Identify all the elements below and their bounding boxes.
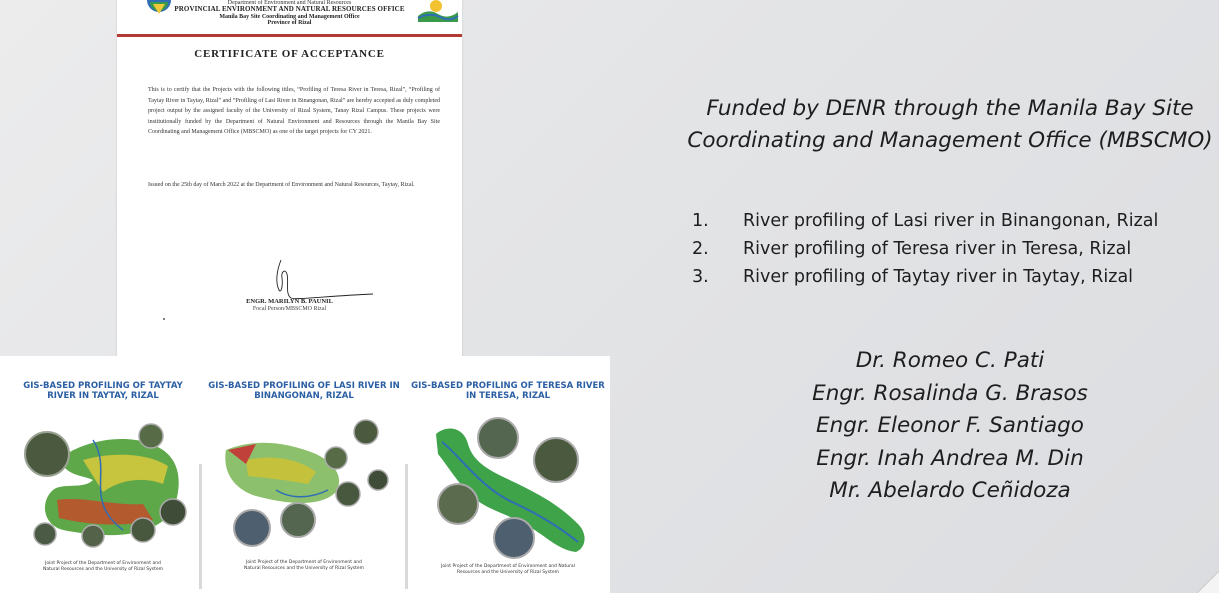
cover-separator <box>199 464 202 589</box>
list-number: 2. <box>692 239 709 259</box>
report-covers-strip <box>0 356 610 593</box>
researcher-name: Engr. Inah Andrea M. Din <box>816 445 1084 471</box>
certificate-document <box>117 0 462 372</box>
researcher-name: Mr. Abelardo Ceñidoza <box>829 478 1071 503</box>
list-item <box>692 207 1158 235</box>
researchers-list <box>720 345 1180 508</box>
project-list <box>692 207 1158 291</box>
cover-map-illustration <box>216 420 396 545</box>
funding-statement: Funded by DENR through the Manila Bay Site Coordinating and Management Office (MBSCMO) <box>687 96 1213 153</box>
signatory-position: Focal Person/MBSCMO Rizal <box>252 306 327 312</box>
list-text: River profiling of Taytay river in Taytay, Rizal <box>743 267 1134 287</box>
cover-footer: Joint Project of the Department of Environment and Natural Resources and the University of Rizal System <box>42 561 163 572</box>
list-text: River profiling of Lasi river in Binangonan, Rizal <box>743 211 1159 231</box>
province-name: Province of Rizal <box>267 19 312 26</box>
list-number: 1. <box>692 211 709 231</box>
signature <box>267 256 377 304</box>
cover-lasi <box>204 360 404 593</box>
researcher-name: Engr. Eleonor F. Santiago <box>816 413 1084 438</box>
list-item <box>692 263 1158 291</box>
cover-separator <box>405 464 408 589</box>
researcher-name: Dr. Romeo C. Pati <box>855 348 1045 373</box>
cover-footer: Joint Project of the Department of Environment and Natural Resources and the University of Rizal System <box>244 560 365 571</box>
stray-mark <box>163 318 165 320</box>
signatory-name: ENGR. MARILYN B. PAUNIL <box>246 298 333 305</box>
certificate-issued: Issued on the 25th day of March 2022 at the Department of Environment and Natural Resources, Taytay, Rizal. <box>148 182 415 188</box>
page-curl-corner <box>1197 571 1219 593</box>
certificate-title: CERTIFICATE OF ACCEPTANCE <box>194 48 385 60</box>
list-text: River profiling of Teresa river in Teresa, Rizal <box>743 239 1132 259</box>
department-name: Department of Environment and Natural Resources <box>227 0 352 6</box>
cover-title: GIS-BASED PROFILING OF TERESA RIVER IN TERESA, RIZAL <box>411 381 605 401</box>
cover-taytay <box>8 360 198 593</box>
certificate-body: This is to certify that the Projects with the following titles, “Profiling of Teresa River in Teresa, Rizal”, “Profiling of Taytay River in Taytay, Rizal” and “Profiling of Lasi River in Binangonan, Rizal” are hereby accepted as duly completed project output by the assigned faculty of the University of Rizal System, Tanay Rizal Campus. These projects were institutionally funded by the Department of Natural Environment and Resources through the Manila Bay Site Coordinating and Management Office (MBSCMO) as one of the target projects for CY 2021. <box>148 87 440 136</box>
certificate-header <box>117 0 462 26</box>
cover-title: GIS-BASED PROFILING OF TAYTAY RIVER IN TAYTAY, RIZAL <box>23 381 183 401</box>
cover-teresa <box>410 360 606 593</box>
list-item <box>692 235 1158 263</box>
cover-map-illustration <box>23 420 188 545</box>
cover-map-illustration <box>428 414 598 554</box>
header-divider <box>117 34 462 37</box>
cover-title: GIS-BASED PROFILING OF LASI RIVER IN BINANGONAN, RIZAL <box>208 381 400 401</box>
list-number: 3. <box>692 267 709 287</box>
cover-footer: Joint Project of the Department of Environment and Natural Resources and the University of Rizal System <box>441 564 575 575</box>
office-name: PROVINCIAL ENVIRONMENT AND NATURAL RESOURCES OFFICE <box>174 5 405 14</box>
researcher-name: Engr. Rosalinda G. Brasos <box>812 380 1088 406</box>
sub-office-name: Manila Bay Site Coordinating and Management Office <box>219 13 360 20</box>
